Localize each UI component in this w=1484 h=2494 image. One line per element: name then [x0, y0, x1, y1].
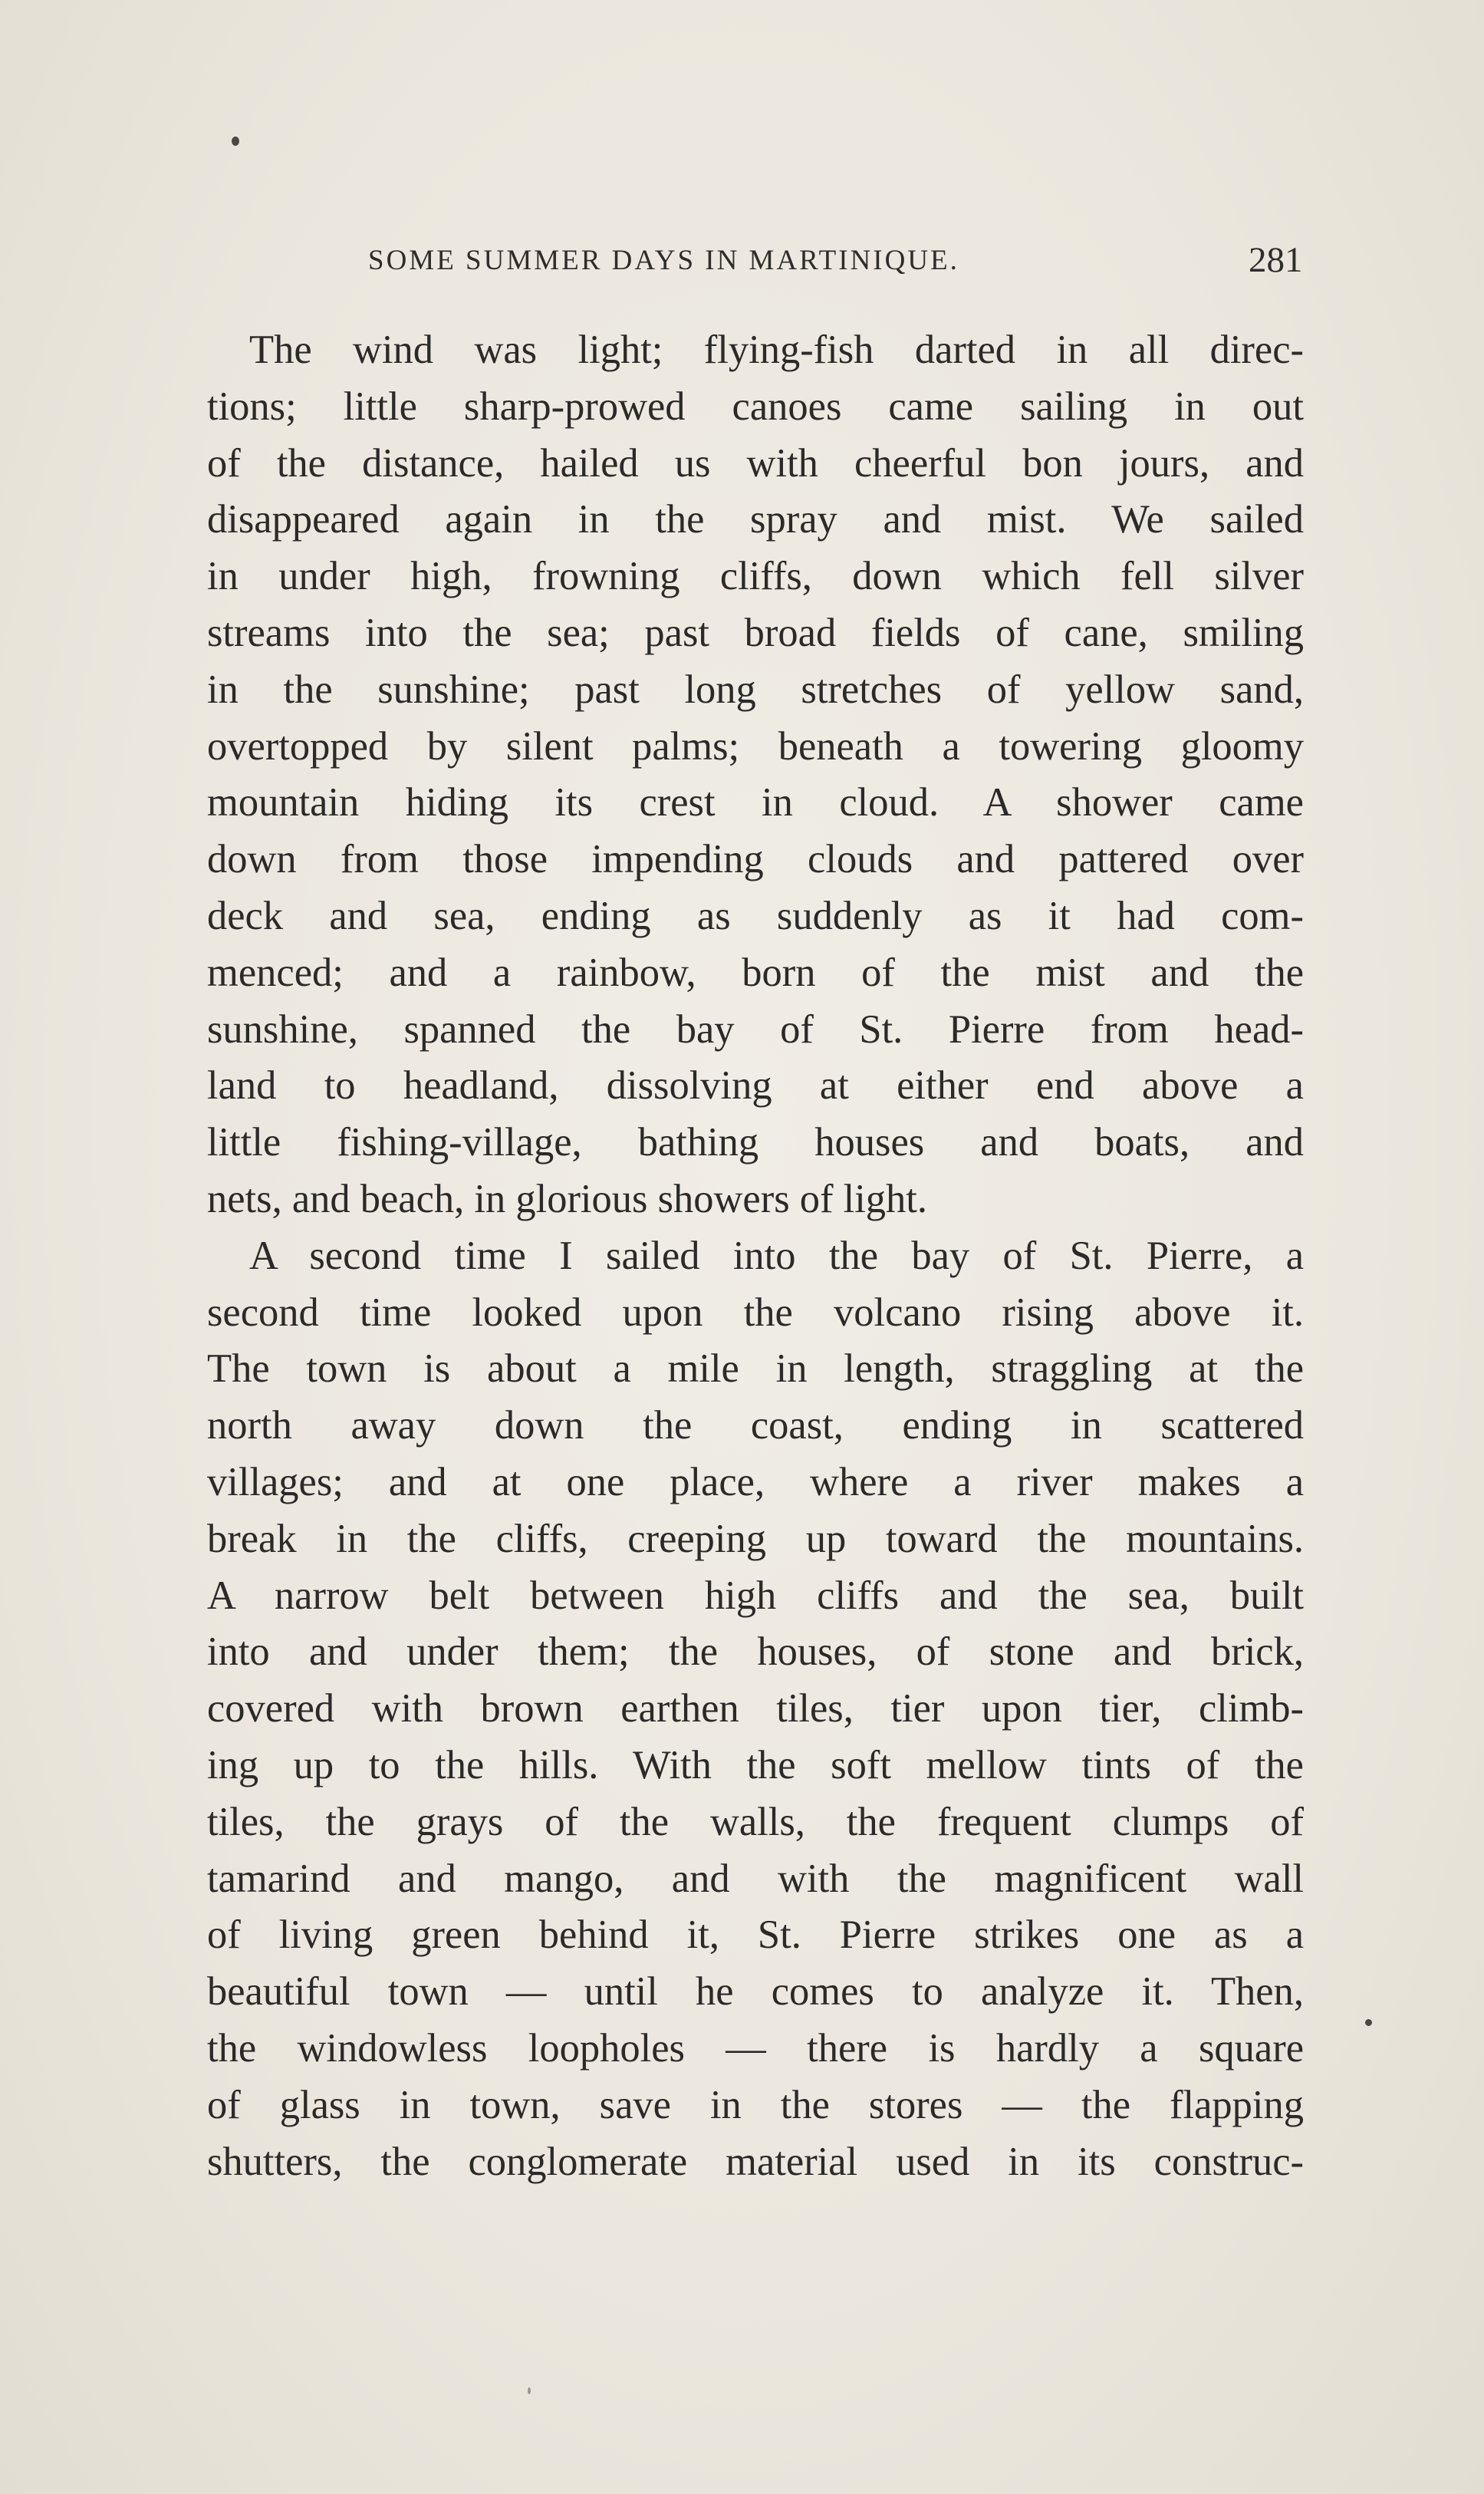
- text-line: second time looked upon the volcano rising above it.: [207, 1290, 1304, 1335]
- text-line: A second time I sailed into the bay of St. Pierre, a: [249, 1233, 1304, 1278]
- text-line: into and under them; the houses, of stone and brick,: [207, 1629, 1304, 1675]
- text-line: tiles, the grays of the walls, the frequent clumps of: [207, 1799, 1304, 1844]
- text-line: disappeared again in the spray and mist. We sailed: [207, 497, 1304, 542]
- text-line: little fishing-village, bathing houses and boats, and: [207, 1120, 1304, 1165]
- text-line: north away down the coast, ending in scattered: [207, 1403, 1304, 1448]
- ink-speck: [528, 2387, 531, 2394]
- text-line: ing up to the hills. With the soft mellow tints of the: [207, 1742, 1304, 1787]
- text-line: streams into the sea; past broad fields of cane, smiling: [207, 610, 1304, 655]
- text-line: of living green behind it, St. Pierre strikes one as a: [207, 1913, 1304, 1958]
- text-line: tions; little sharp-prowed canoes came sailing in out: [207, 384, 1304, 429]
- text-line: in the sunshine; past long stretches of yellow sand,: [207, 667, 1304, 712]
- text-line: tamarind and mango, and with the magnificent wall: [207, 1856, 1304, 1901]
- text-line: break in the cliffs, creeping up toward the mountains.: [207, 1516, 1304, 1561]
- text-line: beautiful town — until he comes to analyze it. Then,: [207, 1969, 1304, 2015]
- text-line: the windowless loopholes — there is hardly a square: [207, 2025, 1304, 2071]
- page-number: 281: [1249, 240, 1303, 280]
- text-line: of glass in town, save in the stores — the flapping: [207, 2082, 1304, 2127]
- text-line: overtopped by silent palms; beneath a towering gloomy: [207, 723, 1304, 769]
- text-line: The town is about a mile in length, straggling at the: [207, 1346, 1304, 1392]
- text-line: down from those impending clouds and pattered over: [207, 837, 1304, 882]
- text-line: shutters, the conglomerate material used in its construc-: [207, 2139, 1304, 2184]
- body-text: [207, 322, 1304, 2190]
- text-line: menced; and a rainbow, born of the mist and the: [207, 950, 1304, 995]
- running-title: SOME SUMMER DAYS IN MARTINIQUE.: [368, 245, 959, 276]
- text-line: The wind was light; flying-fish darted in all direc-: [249, 328, 1304, 372]
- text-line: land to headland, dissolving at either end above a: [207, 1063, 1304, 1109]
- text-line: A narrow belt between high cliffs and the sea, built: [207, 1573, 1304, 1618]
- text-line: villages; and at one place, where a river makes a: [207, 1459, 1304, 1504]
- text-line: of the distance, hailed us with cheerful bon jours, and: [207, 440, 1304, 486]
- ink-speck: [1365, 2019, 1372, 2026]
- text-line: sunshine, spanned the bay of St. Pierre from head-: [207, 1006, 1304, 1052]
- text-line: covered with brown earthen tiles, tier upon tier, climb-: [207, 1686, 1304, 1731]
- text-line: in under high, frowning cliffs, down which fell silver: [207, 554, 1304, 599]
- text-line: deck and sea, ending as suddenly as it had com-: [207, 893, 1304, 938]
- text-line: mountain hiding its crest in cloud. A shower came: [207, 780, 1304, 825]
- ink-speck: [232, 137, 239, 146]
- text-line: nets, and beach, in glorious showers of light.: [207, 1176, 928, 1221]
